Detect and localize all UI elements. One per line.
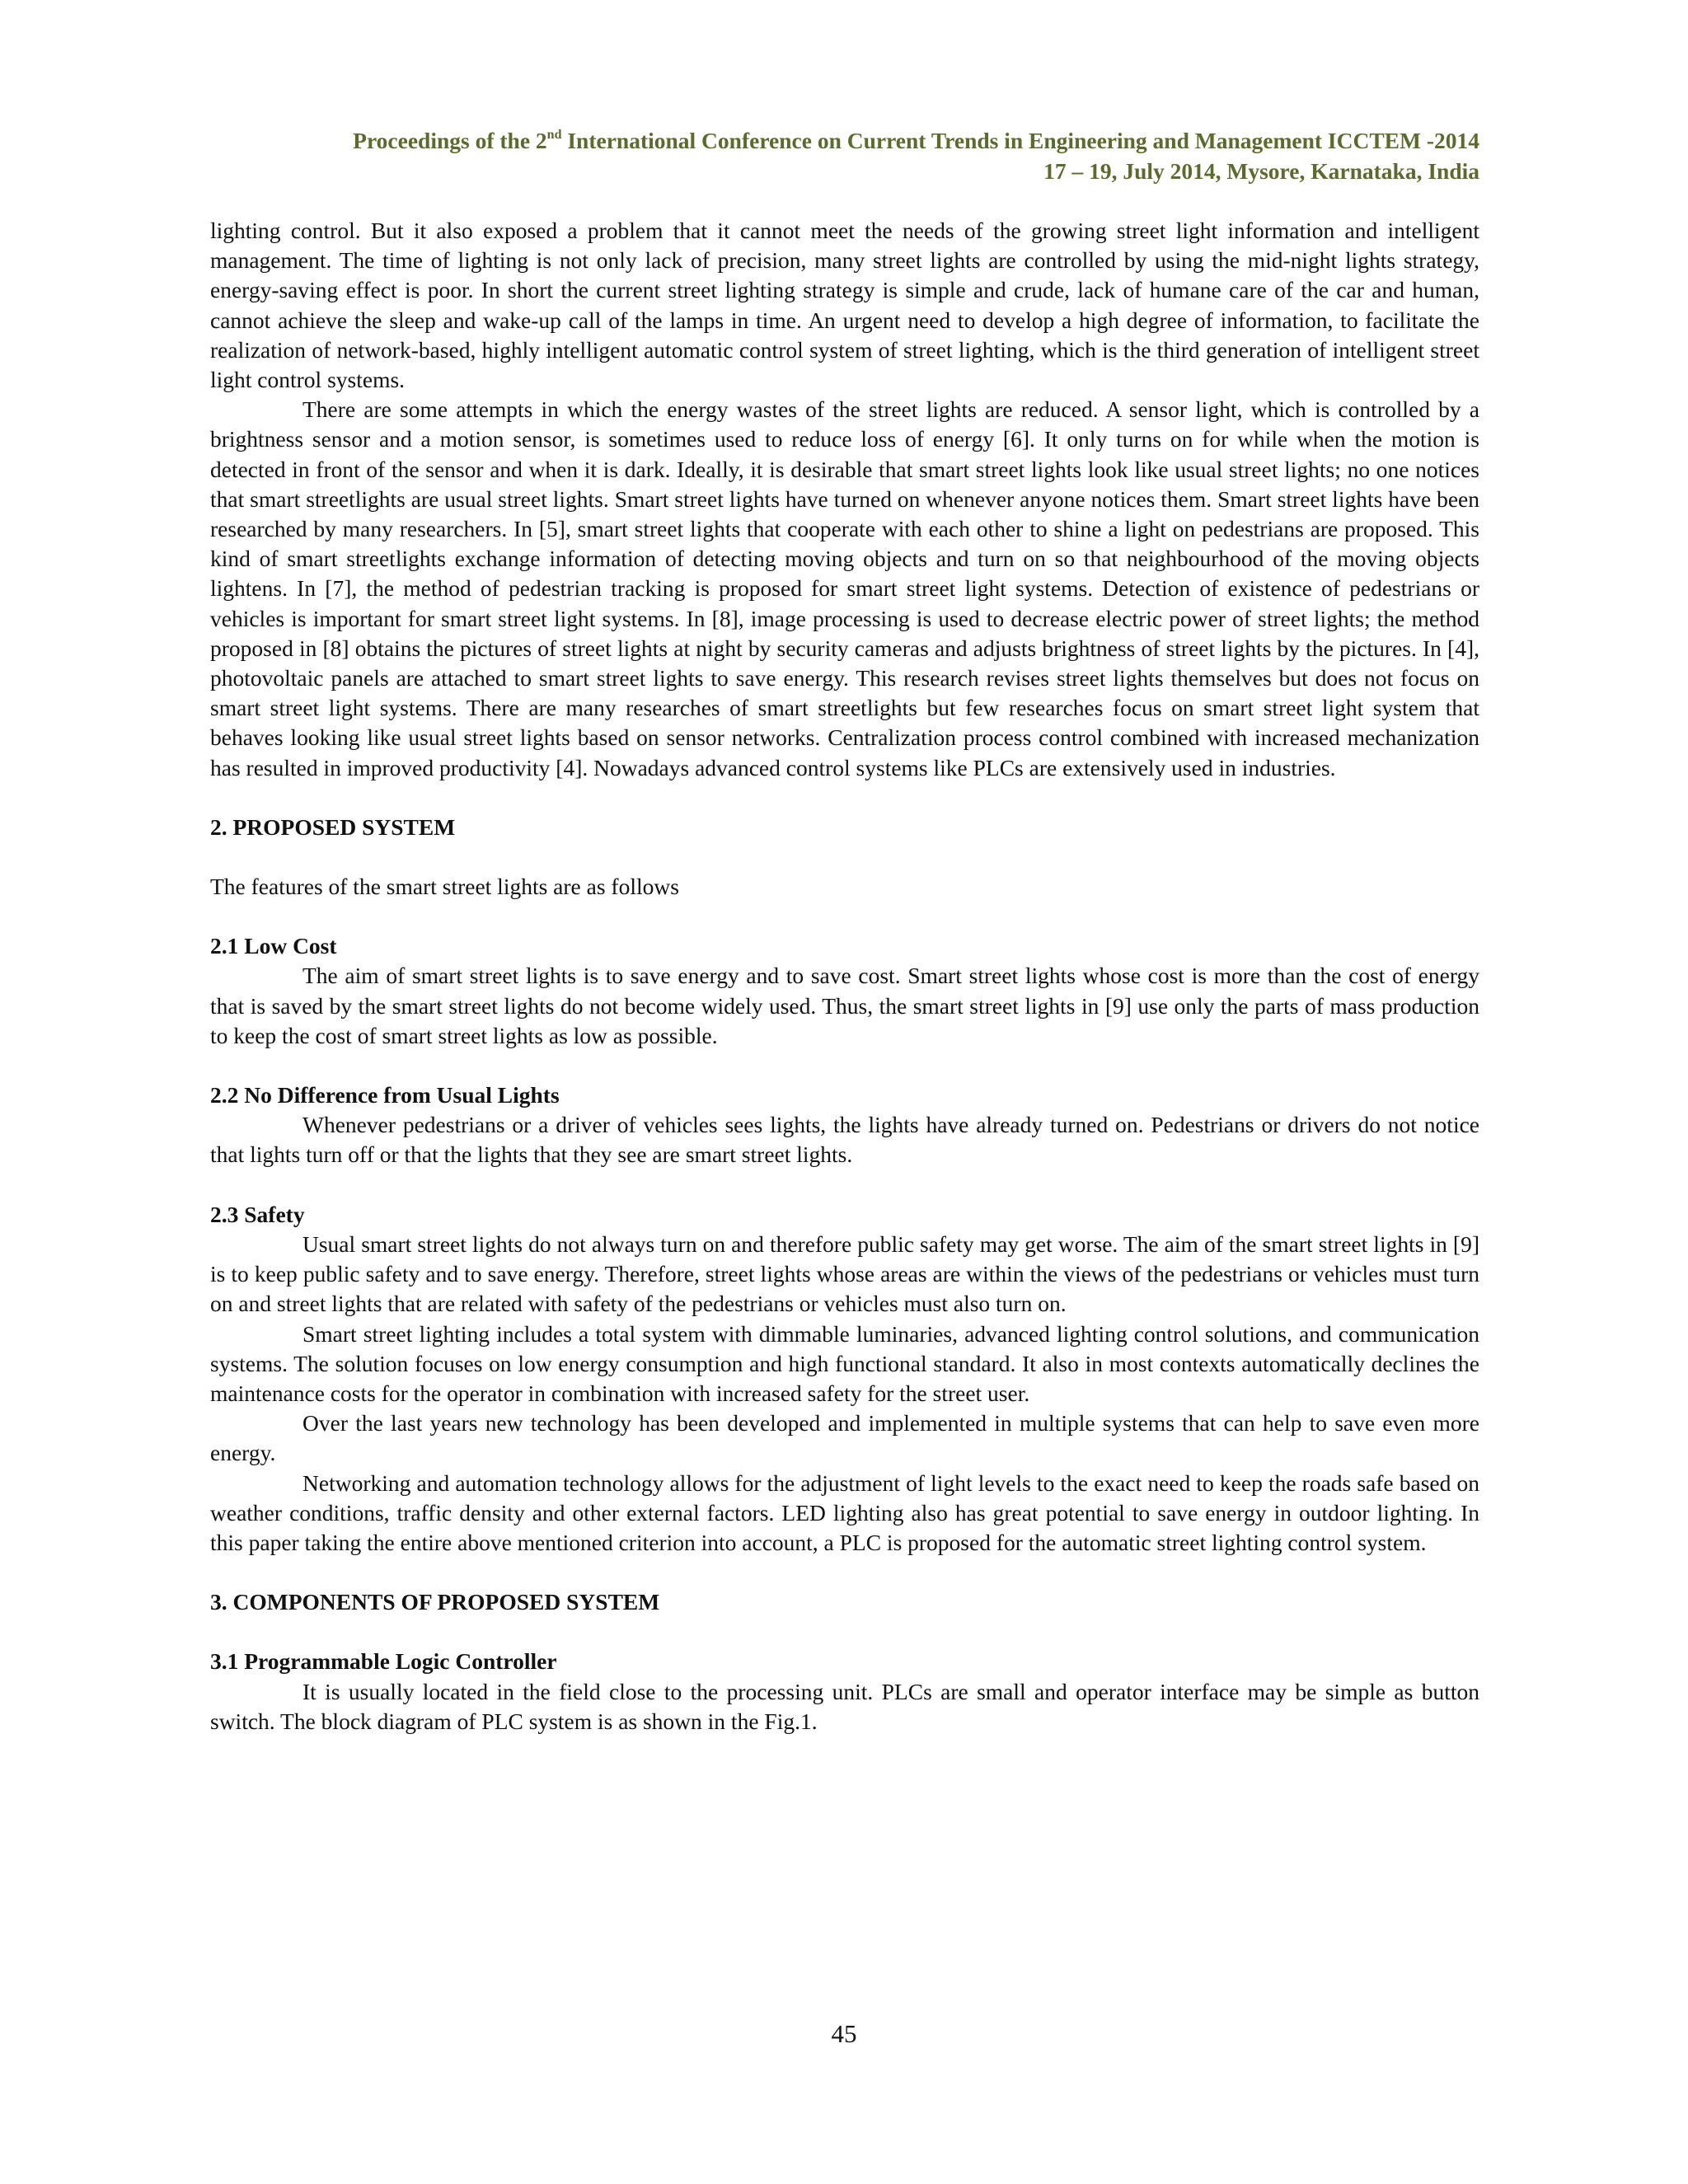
section-3-heading: 3. COMPONENTS OF PROPOSED SYSTEM: [210, 1589, 660, 1615]
header-line-1-start: Proceedings of the 2: [353, 128, 547, 153]
header-line-2: 17 – 19, July 2014, Mysore, Karnataka, India: [1043, 158, 1479, 184]
section-2-1-heading: 2.1 Low Cost: [210, 933, 337, 959]
section-3-1-heading: 3.1 Programmable Logic Controller: [210, 1648, 557, 1675]
section-2-3-paragraph-2: Smart street lighting includes a total system with dimmable luminaries, advanced lighting control solutions, and communication systems. The solution focuses on low energy consumption and high functional standard. It also in most contexts automatically declines the maintenance costs for the operator in combination with increased safety for the street user.: [210, 1320, 1479, 1406]
intro-paragraph-1: lighting control. But it also exposed a problem that it cannot meet the needs of the growing street light information and intelligent management. The time of lighting is not only lack of precision, many street lights are controlled by using the mid-night lights strategy, energy-saving effect is poor. In short the current street lighting strategy is simple and crude, lack of humane care of the car and human, cannot achieve the sleep and wake-up call of the lamps in time. An urgent need to develop a high degree of information, to facilitate the realization of network-based, highly intelligent automatic control system of street lighting, which is the third generation of intelligent street light control systems.: [210, 218, 1479, 393]
page-number: 45: [831, 2019, 857, 2048]
intro-paragraph-2: There are some attempts in which the energy wastes of the street lights are reduced. A sensor light, which is controlled by a brightness sensor and a motion sensor, is sometimes used to reduce loss of energy [6]. It only turns on for while when the motion is detected in front of the sensor and when it is dark. Ideally, it is desirable that smart street lights look like usual street lights; no one notices that smart streetlights are usual street lights. Smart street lights have turned on whenever anyone notices them. Smart street lights have been researched by many researchers. In [5], smart street lights that cooperate with each other to shine a light on pedestrians are proposed. This kind of smart streetlights exchange information of detecting moving objects and turn on so that neighbourhood of the moving objects lightens. In [7], the method of pedestrian tracking is proposed for smart street light systems. Detection of existence of pedestrians or vehicles is important for smart street light systems. In [8], image processing is used to decrease electric power of street lights; the method proposed in [8] obtains the pictures of street lights at night by security cameras and adjusts brightness of street lights by the pictures. In [4], photovoltaic panels are attached to smart street lights to save energy. This research revises street lights themselves but does not focus on smart street light systems. There are many researches of smart streetlights but few researches focus on smart street light system that behaves looking like usual street lights based on sensor networks. Centralization process control combined with increased mechanization has resulted in improved productivity [4]. Nowadays advanced control systems like PLCs are extensively used in industries.: [210, 396, 1479, 780]
section-3-1-paragraph: It is usually located in the field close to the processing unit. PLCs are small and operator interface may be simple as button switch. The block diagram of PLC system is as shown in the Fig.1.: [210, 1678, 1479, 1734]
section-2-3-paragraph-1: Usual smart street lights do not always turn on and therefore public safety may get worse. The aim of the smart street lights in [9] is to keep public safety and to save energy. Therefore, street lights whose areas are within the views of the pedestrians or vehicles must turn on and street lights that are related with safety of the pedestrians or vehicles must also turn on.: [210, 1230, 1479, 1317]
section-2-2-paragraph: Whenever pedestrians or a driver of vehicles sees lights, the lights have already turned on. Pedestrians or drivers do not notice that lights turn off or that the lights that they see are smart street lights.: [210, 1112, 1479, 1168]
section-2-heading: 2. PROPOSED SYSTEM: [210, 813, 456, 840]
main-text: [210, 216, 1479, 1736]
section-2-3-paragraph-3: Over the last years new technology has been developed and implemented in multiple systems that can help to save even more energy.: [210, 1410, 1479, 1466]
running-header: [210, 125, 1479, 186]
section-2-3-heading: 2.3 Safety: [210, 1201, 305, 1227]
section-2-3-paragraph-4: Networking and automation technology allows for the adjustment of light levels to the exact need to keep the roads safe based on weather conditions, traffic density and other external factors. LED lighting also has great potential to save energy in outdoor lighting. In this paper taking the entire above mentioned criterion into account, a PLC is proposed for the automatic street lighting control system.: [210, 1469, 1479, 1555]
header-superscript: nd: [546, 127, 562, 142]
header-line-1-end: International Conference on Current Trends in Engineering and Management ICCTEM -2014: [561, 128, 1479, 153]
section-2-lead: The features of the smart street lights are as follows: [210, 874, 679, 900]
header-line-1: [210, 125, 1479, 156]
section-2-2-heading: 2.2 No Difference from Usual Lights: [210, 1082, 560, 1108]
section-2-1-paragraph: The aim of smart street lights is to save energy and to save cost. Smart street lights whose cost is more than the cost of energy that is saved by the smart street lights do not become widely used. Thus, the smart street lights in [9] use only the parts of mass production to keep the cost of smart street lights as low as possible.: [210, 963, 1479, 1048]
